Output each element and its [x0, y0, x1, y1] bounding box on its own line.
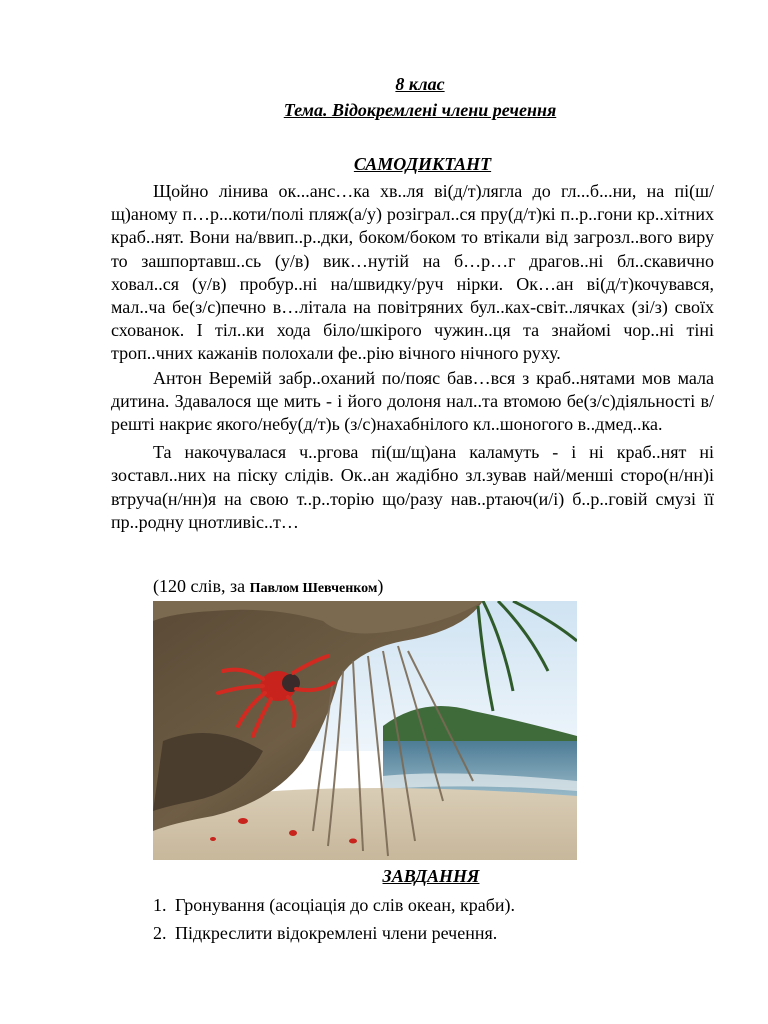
task-text: Підкреслити відокремлені члени речення.: [175, 923, 498, 943]
source-author: Павлом Шевченком: [249, 581, 378, 596]
source-note: [153, 576, 383, 597]
dictation-title: САМОДИКТАНТ: [353, 154, 492, 174]
dictation-text: [111, 180, 714, 542]
task-number: 1.: [153, 895, 167, 915]
source-suffix: ): [377, 576, 384, 596]
task-item-2: [153, 921, 515, 949]
red-crab-beach-photo: [153, 601, 577, 860]
dictation-paragraph-3: Та накочувалася ч..ргова пі(ш/щ)ана каламуть - і ні краб..нят ні зоставл..них на піску слідів. Ок..ан жадібно зл.зував най/менші сторо(н/нн)і втруча(н/нн)я на свою т..р..торію що/разу нав..ртаюч(и/і) б..р..говій смузі її пр..родну цнотливіс..т…: [111, 442, 714, 532]
tasks-list: [153, 893, 515, 949]
topic-heading: Тема. Відокремлені члени речення: [283, 100, 557, 120]
task-number: 2.: [153, 923, 167, 943]
tasks-title: ЗАВДАННЯ: [382, 866, 480, 886]
task-item-1: [153, 893, 515, 921]
photo-illustration: [153, 601, 577, 860]
task-text: Гронування (асоціація до слів океан, краби).: [175, 895, 515, 915]
dictation-paragraph-1: Щойно лінива ок...анс…ка хв..ля ві(д/т)лягла до гл...б...ни, на пі(ш/щ)аному п…р...коти/полі пляж(а/у) розіграл..ся пру(д/т)кі п..р..гони кр..хітних краб..нят. Вони на/ввип..р..дки, боком/боком то втікали від загрозл..вого виру то зашпортавш..сь (у/в) вик…нутій на б…р…г драгов..ні бл..скавично ховал..ся (у/в) пробур..ні на/швидку/руч нірки. Ок…ан ві(д/т)кочувався, мал..ча бе(з/с)печно в…літала на повітряних бул..ках-світ..лячках (зі/з) своїх схованок. І тіл..ки хода біло/шкірого чужин..ця та знайомі чор..ні тіні троп..чних кажанів полохали фе..рію вічного нічного руху.: [111, 181, 714, 364]
dictation-paragraph-2: Антон Веремій забр..оханий по/пояс бав…вся з краб..нятами мов мала дитина. Здавалося ще мить - і його долоня нал..та втомою бе(з/с)діяльності в/решті накриє якого/небу(д/т)ь (з/с)нахабнілого кл..шоногого в..дмед..ка.: [111, 367, 714, 435]
source-prefix: (120 слів, за: [153, 576, 250, 596]
grade-heading: 8 клас: [395, 74, 445, 94]
